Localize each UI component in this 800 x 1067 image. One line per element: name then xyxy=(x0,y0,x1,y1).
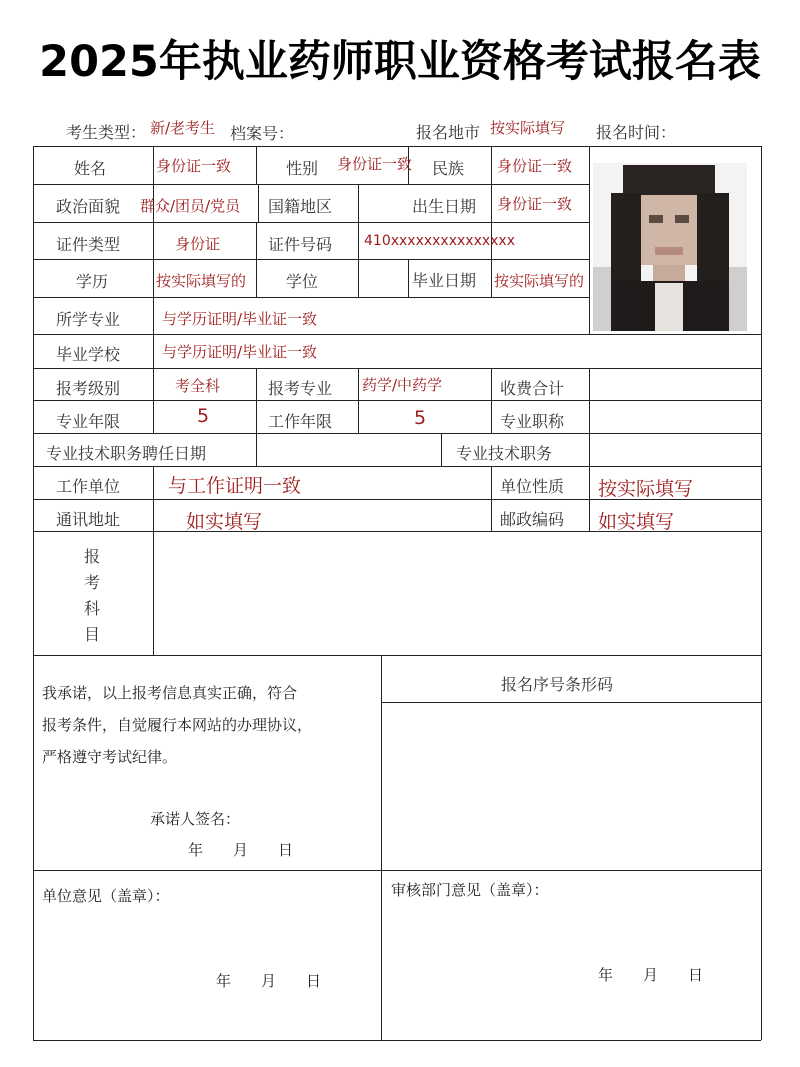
employer-label: 工作单位 xyxy=(56,477,121,496)
work-years-label: 工作年限 xyxy=(268,412,333,431)
degree-label: 学位 xyxy=(286,272,319,291)
political-label: 政治面貌 xyxy=(56,197,121,216)
name-value: 身份证一致 xyxy=(156,157,232,175)
id-type-value: 身份证 xyxy=(175,235,221,253)
ethnic-value: 身份证一致 xyxy=(497,157,573,175)
barcode-label: 报名序号条形码 xyxy=(501,675,614,694)
file-no-label: 档案号： xyxy=(230,124,295,143)
birth-date-label: 出生日期 xyxy=(412,197,477,216)
candidate-type-label: 考生类型： xyxy=(66,123,147,142)
gender-label: 性别 xyxy=(286,159,319,178)
id-number-label: 证件号码 xyxy=(268,235,333,254)
unit-opinion-date: 年 月 日 xyxy=(216,972,322,990)
applicant-photo xyxy=(593,163,747,331)
employer-value: 与工作证明一致 xyxy=(168,475,302,497)
address-value: 如实填写 xyxy=(186,511,263,533)
education-value: 按实际填写的 xyxy=(156,272,247,290)
major-value: 与学历证明/毕业证一致 xyxy=(162,310,318,328)
education-label: 学历 xyxy=(76,272,109,291)
exam-major-label: 报考专业 xyxy=(268,379,333,398)
major-label: 所学专业 xyxy=(56,310,121,329)
pledge-text: 我承诺，以上报考信息真实正确，符合 报考条件，自觉履行本网站的办理协议， 严格遵守考试纪律。 xyxy=(42,684,313,766)
exam-level-label: 报考级别 xyxy=(56,379,121,398)
postcode-label: 邮政编码 xyxy=(500,510,565,529)
exam-level-value: 考全科 xyxy=(175,377,221,395)
location-label: 报名地市 xyxy=(416,123,481,142)
school-label: 毕业学校 xyxy=(56,345,121,364)
pledge-signer-label: 承诺人签名： xyxy=(150,810,241,828)
birth-date-value: 身份证一致 xyxy=(497,195,573,213)
gender-value: 身份证一致 xyxy=(337,155,413,173)
appointment-date-label: 专业技术职务聘任日期 xyxy=(46,444,207,463)
unit-opinion-label: 单位意见（盖章）： xyxy=(42,887,170,905)
postcode-value: 如实填写 xyxy=(598,511,675,533)
work-years-value: 5 xyxy=(414,407,427,429)
id-type-label: 证件类型 xyxy=(56,235,121,254)
exam-subjects-label: 报 考 科 目 xyxy=(83,547,100,644)
exam-major-value: 药学/中药学 xyxy=(362,376,443,394)
fee-total-label: 收费合计 xyxy=(500,379,565,398)
professional-title-label: 专业职称 xyxy=(500,412,565,431)
political-value: 群众/团员/党员 xyxy=(140,197,241,215)
signup-time-label: 报名时间： xyxy=(596,123,677,142)
address-label: 通讯地址 xyxy=(56,510,121,529)
review-opinion-date: 年 月 日 xyxy=(598,966,704,984)
technical-post-label: 专业技术职务 xyxy=(456,444,553,463)
review-opinion-label: 审核部门意见（盖章）： xyxy=(391,881,549,899)
form-title: 2025年执业药师职业资格考试报名表 xyxy=(39,37,761,87)
name-label: 姓名 xyxy=(74,159,107,178)
nationality-label: 国籍地区 xyxy=(268,197,333,216)
ethnic-label: 民族 xyxy=(432,159,465,178)
professional-years-label: 专业年限 xyxy=(56,412,121,431)
professional-years-value: 5 xyxy=(197,405,210,427)
graduation-date-value: 按实际填写的 xyxy=(494,272,585,290)
candidate-type-value: 新/老考生 xyxy=(150,119,216,137)
location-value: 按实际填写 xyxy=(490,119,566,137)
unit-nature-value: 按实际填写 xyxy=(598,478,694,500)
school-value: 与学历证明/毕业证一致 xyxy=(162,343,318,361)
unit-nature-label: 单位性质 xyxy=(500,477,565,496)
pledge-date: 年 月 日 xyxy=(188,841,294,859)
graduation-date-label: 毕业日期 xyxy=(412,271,477,290)
id-number-value: 410xxxxxxxxxxxxxxx xyxy=(364,233,515,249)
